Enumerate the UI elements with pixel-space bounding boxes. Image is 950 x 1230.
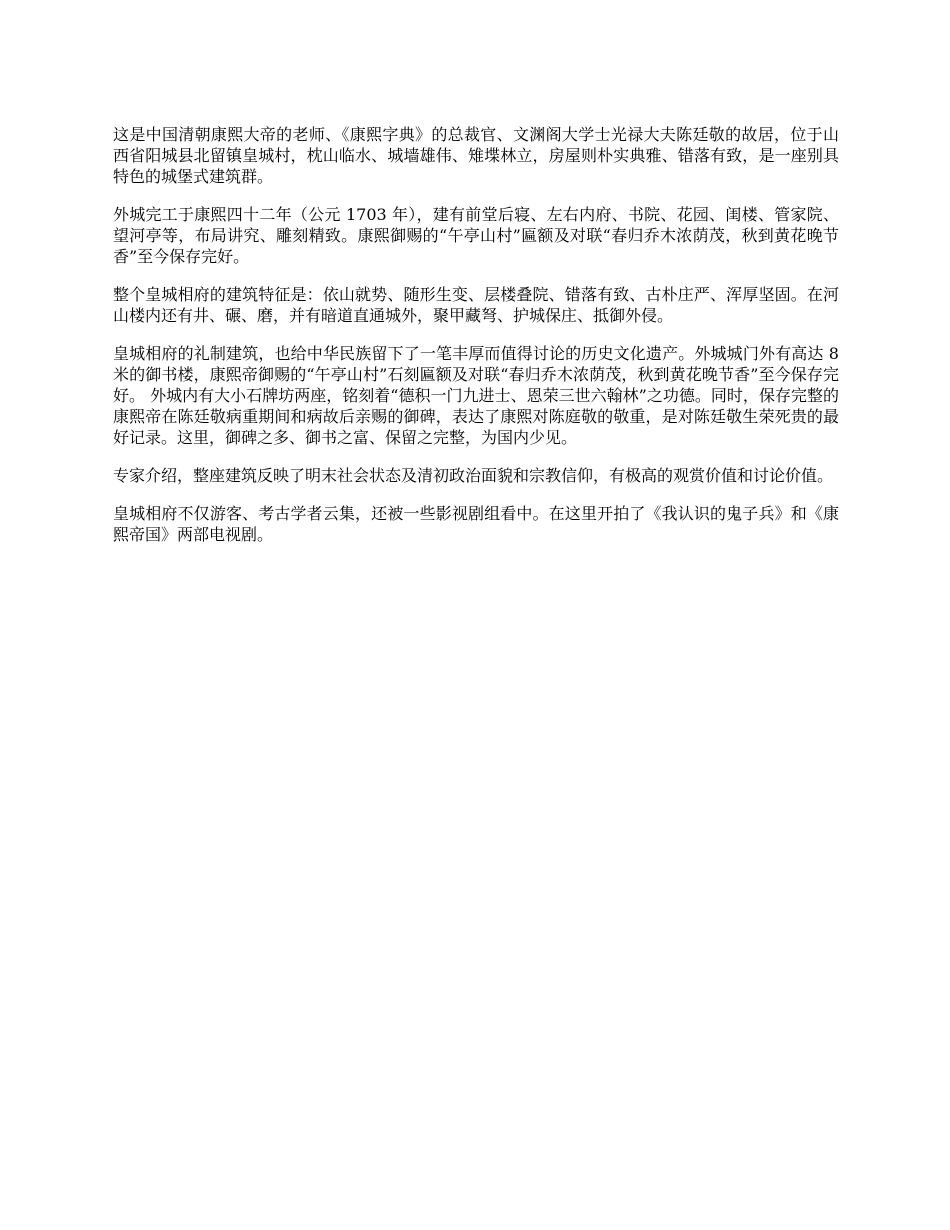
paragraph-outer-city: 外城完工于康熙四十二年（公元 1703 年），建有前堂后寝、左右内府、书院、花园、闺楼、管家院、望河亭等，布局讲究、雕刻精致。康熙御赐的“午亭山村”匾额及对联“春归乔木浓荫茂，秋到黄花晚节香”至今保存完好。	[113, 205, 839, 266]
document-body	[113, 124, 839, 562]
paragraph-expert: 专家介绍，整座建筑反映了明末社会状态及清初政治面貌和宗教信仰，有极高的观赏价值和讨论价值。	[113, 466, 834, 485]
paragraph-intro: 这是中国清朝康熙大帝的老师、《康熙字典》的总裁官、文渊阁大学士光禄大夫陈廷敬的故居，位于山西省阳城县北留镇皇城村，枕山临水、城墙雄伟、雉堞林立，房屋则朴实典雅、错落有致，是一座别具特色的城堡式建筑群。	[113, 125, 839, 186]
paragraph-architecture: 整个皇城相府的建筑特征是：依山就势、随形生变、层楼叠院、错落有致、古朴庄严、浑厚坚固。在河山楼内还有井、碾、磨，并有暗道直通城外，聚甲藏弩、护城保庄、抵御外侵。	[113, 285, 839, 325]
paragraph-film: 皇城相府不仅游客、考古学者云集，还被一些影视剧组看中。在这里开拍了《我认识的鬼子兵》和《康熙帝国》两部电视剧。	[113, 504, 839, 544]
paragraph-ritual-buildings: 皇城相府的礼制建筑，也给中华民族留下了一笔丰厚而值得讨论的历史文化遗产。外城城门外有高达 8 米的御书楼，康熙帝御赐的“午亭山村”石刻匾额及对联“春归乔木浓荫茂，秋到黄花晚节香”至今保存完好。 外城内有大小石牌坊两座，铭刻着“德积一门九进士、恩荣三世六翰林”之功德。同时，保存完整的康熙帝在陈廷敬病重期间和病故后亲赐的御碑，表达了康熙对陈庭敬的敬重，是对陈廷敬生荣死贵的最好记录。这里，御碑之多、御书之富、保留之完整，为国内少见。	[113, 344, 839, 447]
